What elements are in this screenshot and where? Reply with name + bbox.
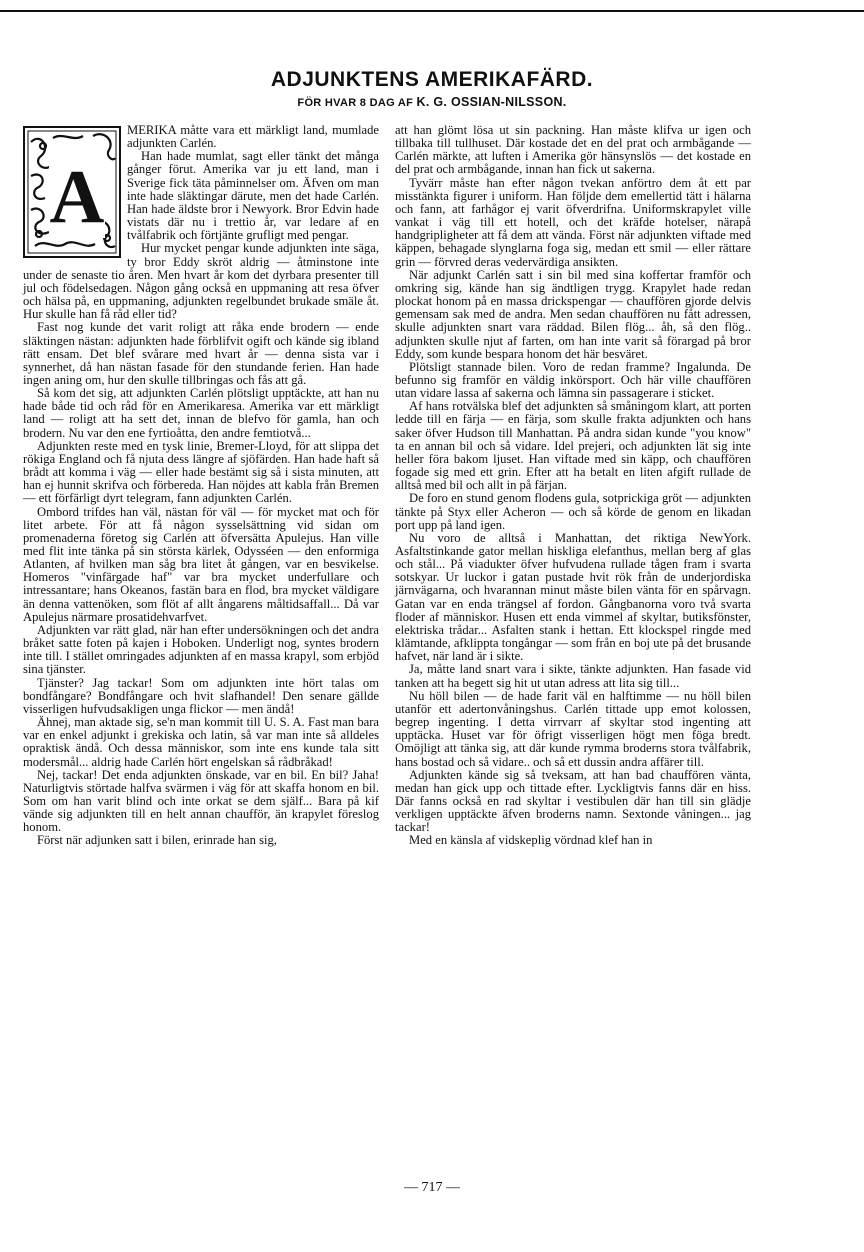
paragraph: Nu höll bilen — de hade farit väl en halftimme — nu höll bilen utanför ett adertonvåningshus. Carlén tittade upp emot kolossen, begrep ingenting. I detta virrvarr af skyltar stod ingenting att upptäcka. Huset var för öfrigt visserligen högt men föga bredt. Omöjligt att tänka sig, att där kunde rymma broderns stora tvålfabrik, hans bostad och så vidare.. och så ett dussin andra affärer till. — [395, 688, 751, 769]
paragraph: Ombord trifdes han väl, nästan för väl — för mycket mat och för litet arbete. För att få någon sysselsättning vid sidan om promenaderna företog sig Carlén att öfversätta Apulejus. Han ville med flit inte tänka på sin största kärlek, Odysséen — den enformiga Atlanten, af hvilken man såg bra litet åt gången, var en besvikelse. Homeros "vinfärgade haf" var bra mycket underfullare och intressantare; hans Okeanos, fastän bara en flod, bra mycket väldigare än denna vattenöken, som flöt af allt ångarens måltidsaffall... Då var Apulejus närmare prosatidehvarfvet. — [23, 504, 379, 624]
byline-author: K. G. OSSIAN-NILSSON. — [416, 95, 567, 109]
paragraph: att han glömt lösa ut sin packning. Han måste klifva ur igen och tillbaka till tullhuset. Där kostade det en del prat och armbågande — Carlén märkte, att luften i Amerika gör hänsynslös — det kostade en del prat och armbågande, innan han fick ut sakerna. — [395, 123, 751, 177]
drop-cap-letter: A — [49, 155, 105, 239]
paragraph: Hur mycket pengar kunde adjunkten inte säga, ty bror Eddy skröt aldrig — åtminstone inte under de senaste tio åren. Men hvart år kom det dyrbara presenter till jul och födelsedagen. Någon gång också en uppmaning att resa öfver och hälsa på, en uppmaning, adjunkten regelbundet brukade smäle åt. Hur skulle han få råd eller tid? — [23, 241, 379, 322]
top-rule — [0, 10, 864, 12]
left-column — [23, 124, 379, 848]
paragraph: Ähnej, man aktade sig, se'n man kommit till U. S. A. Fast man bara var en enkel adjunkt i grekiska och latin, så var man inte så alldeles opraktisk ändå. Och dessa människor, som inte ens kunde tala sitt modersmål... aldrig hade Carlén hört engelskan så rådbråkad! — [23, 715, 379, 769]
paragraph: Med en känsla af vidskeplig vördnad klef han in — [409, 833, 653, 848]
paragraph: Först när adjunken satt i bilen, erinrade han sig, — [37, 833, 277, 848]
paragraph: Plötsligt stannade bilen. Voro de redan framme? Ingalunda. De befunno sig framför en väldig inkörsport. Och här ville chauffören utan vidare lassa af sakerna och lämna sin passagerare i sticket. — [395, 359, 751, 401]
paragraph: Han hade mumlat, sagt eller tänkt det många gånger förut. Amerika var ju ett land, man i Sverige fick täta påminnelser om. Äfven om man inte hade släktingar därute, men det hade Carlén. Han hade äldste bror i Newyork. Bror Edvin hade vistats där nu i trettio år, var ledare af en tvålfabrik och förtjänte grufligt med pengar. — [127, 149, 379, 243]
paragraph: Adjunkten reste med en tysk linie, Bremer-Lloyd, för att slippa det rökiga England och få njuta dess längre af sjöfärden. Han hade haft så brådt att komma i väg — eller hade bestämt sig så i sista minuten, att han ej hunnit skrifva och förbereda. Han nöjdes att kabla från Bremen — ett förfärligt dyrt telegram, fann adjunkten Carlén. — [23, 438, 379, 506]
paragraph: Adjunkten kände sig så tveksam, att han bad chauffören vänta, medan han gick upp och tittade efter. Lyckligtvis fanns där en hiss. Där fanns också en rad skyltar i vestibulen där han till sin glädje verkligen upptäckte äfven broderns namn. Sextonde våningen... jag tackar! — [395, 767, 751, 835]
paragraph: De foro en stund genom flodens gula, sotprickiga gröt — adjunkten tänkte på Styx eller Acheron — och så körde de genom en likadan port upp på land igen. — [395, 491, 751, 532]
byline — [0, 95, 864, 109]
paragraph: Nu voro de alltså i Manhattan, det riktiga NewYork. Asfaltstinkande gator mellan hiskliga elefanthus, mellan berg af glas och stål... På viadukter öfver hufvudena rullade tågen fram i svarta sotskyar. Ur luckor i gatan pustade hvit rök från de underjordiska järnvägarna, och hvarannan minut måste bilen vänta för en spårvagn. Gatan var en enda trängsel af fordon. Gångbanorna voro två svarta floder af människor. Husen ett enda vimmel af skyltar, butiksfönster, elektriska trådar... Asfalten stank i hettan. Ett klockspel ringde med klämtande, afklippta tongångar — som från en boj ute på det brusande hafvet, när land är i sikte. — [395, 530, 751, 664]
page-number: — 717 — — [404, 1180, 460, 1195]
paragraph: Tyvärr måste han efter någon tvekan anförtro dem åt ett par misstänkta figurer i uniform. Han följde dem emellertid tätt i hälarna och fann, att farhågor ej varit öfverdrifna. Uniformskrapylet ville vankat i väg till ett hotell, och det kräfde hotelser, närapå handgripligheter att få dem att vända. Först när adjunkten viftade med käppen, behagade slynglarna foga sig, medan ett smil — eller rättare grin — förvred deras vedervärdiga ansikten. — [395, 175, 751, 269]
byline-prefix: FÖR HVAR 8 DAG AF — [297, 97, 417, 109]
ornamental-initial-icon — [23, 126, 121, 258]
paragraph: Adjunkten var rätt glad, när han efter undersökningen och det andra bråket satte foten på kajen i Hoboken. Underligt nog, syntes brodern inte till. I stället omringades adjunkten af en massa krapyl, som erbjöd sina tjänster. — [23, 622, 379, 677]
paragraph: Nej, tackar! Det enda adjunkten önskade, var en bil. En bil? Jaha! Naturligtvis störtade halfva svärmen i väg för att skaffa honom en bil. Som om han varit blind och inte orkat se dem själf... Bara på kif vände sig adjunkten till en helt annan chaufför, än krapylet föreslog honom. — [23, 767, 379, 835]
paragraph: Tjänster? Jag tackar! Som om adjunkten inte hört talas om bondfångare? Bondfångare och hvit slafhandel! Den senare gällde visserligen hufvudsakligen unga flickor — men ändå! — [23, 675, 379, 716]
article-title: ADJUNKTENS AMERIKAFÄRD. — [270, 68, 594, 91]
paragraph: När adjunkt Carlén satt i sin bil med sina koffertar framför och omkring sig, kände han sig ändtligen trygg. Krapylet hade redan plockat honom på en massa drickspengar — chauffören gjorde delvis gemensam sak med de andra. Men sedan chauffören nu fått adressen, skulle adjunkten snart vara räddad. Bilen flög... åh, så den flög.. adjunkten skulle njut af farten, om han inte varit så förargad på bror Eddy, som kunde bespara honom det här besväret. — [395, 267, 751, 361]
right-column — [395, 124, 751, 848]
paragraph: Fast nog kunde det varit roligt att råka ende brodern — ende släktingen nästan: adjunkten hade förblifvit ogift och kände sig ibland rätt ensam. Det blef svårare med hvart år — denna sista var i synnerhet, då han nästan fasade för den stundande ferien. Han hade ingen aning om, hur den skulle tillbringas och fås att gå. — [23, 320, 379, 387]
paragraph: Ja, måtte land snart vara i sikte, tänkte adjunkten. Han fasade vid tanken att ha begett sig hit ut utan adress att lita sig till... — [395, 662, 751, 690]
paragraph: Så kom det sig, att adjunkten Carlén plötsligt upptäckte, att han nu hade både tid och råd för en Amerikaresa. Amerika var ett märkligt land — roligt att ha sett det, innan de blefvo för gamla, han och brodern. Nu var den ene fyrtioåtta, den andre femtiotvå... — [23, 386, 379, 440]
first-paragraph: MERIKA måtte vara ett märkligt land, mumlade adjunkten Carlén. — [127, 123, 379, 151]
paragraph: Af hans rotvälska blef det adjunkten så småningom klart, att porten ledde till en färja — en färja, som skulle frakta adjunkten och hans saker öfver Hudson till Manhattan. På andra sidan kunde "you know" ta en annan bil och så vidare. Idel prejeri, och adjunkten lät sig inte heller föra bakom ljuset. Han viftade med sin käpp, och chauffören fogade sig med ett grin. Efter att ha betalt en liten afgift rullade de alltså med bil och allt in på färjan. — [395, 399, 751, 493]
